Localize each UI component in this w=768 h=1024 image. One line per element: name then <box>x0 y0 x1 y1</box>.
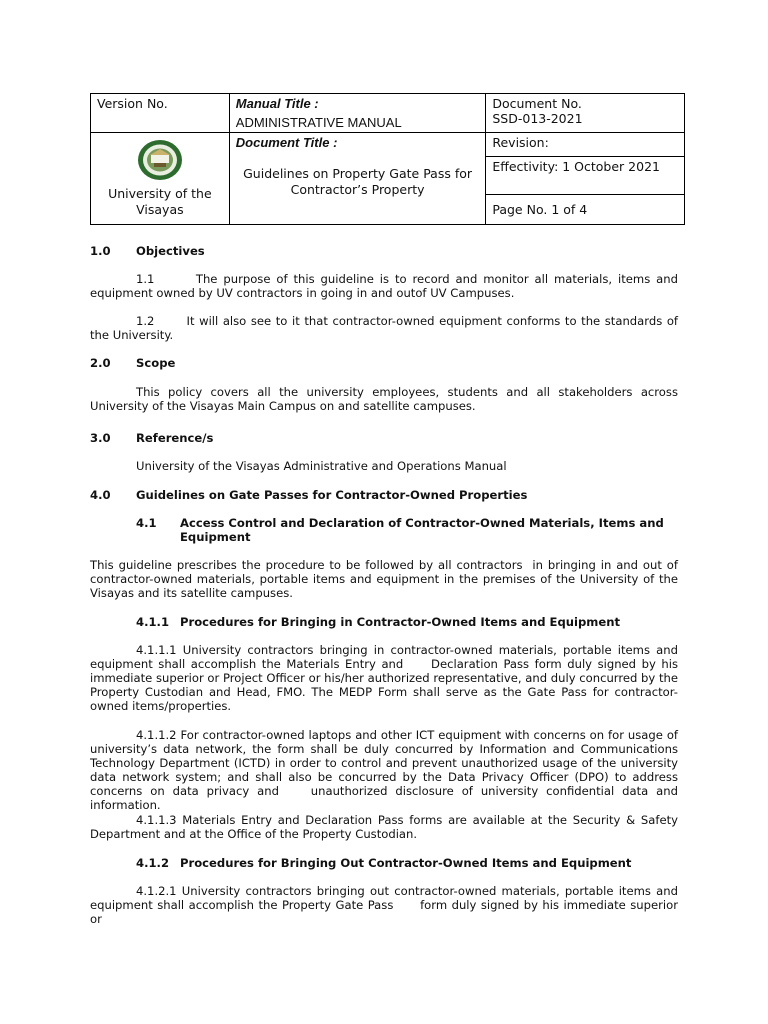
document-title-label: Document Title : <box>235 135 338 150</box>
paragraph-4-1-1-2: 4.1.1.2 For contractor-owned laptops and other ICT equipment with concerns on for usage of university’s data network, the form shall be duly concurred by Information and Communications Technology Department (ICTD) in order to control and prevent unauthorized usage of the university data network system; and shall also be concurred by the Data Privacy Officer (DPO) to address concerns on data privacy and unauthorized disclosure of university confidential data and information. <box>90 728 678 812</box>
page-number: Page No. 1 of 4 <box>492 202 588 217</box>
document-no-cell <box>486 94 685 133</box>
reference-paragraph: University of the Visayas Administrative and Operations Manual <box>136 459 507 473</box>
effectivity-cell <box>486 157 685 195</box>
subsection-4-1-2-number: 4.1.2 <box>136 856 170 870</box>
revision-cell <box>486 133 685 157</box>
section-3-heading <box>90 431 678 445</box>
subsection-4-1-1-heading <box>90 615 678 629</box>
paragraph-4-1-1-1: 4.1.1.1 University contractors bringing in contractor-owned materials, portable items and equipment shall accomplish the Materials Entry and Declaration Pass form duly signed by his immediate superior or Project Officer or his/her authorized representative, and duly concurred by the Property Custodian and Head, FMO. The MEDP Form shall serve as the Gate Pass for contractor-owned items/properties. <box>90 643 678 713</box>
document-header-table <box>90 93 685 225</box>
section-1-number: 1.0 <box>90 244 111 258</box>
section-1-title: Objectives <box>136 244 205 258</box>
subsection-4-1-1-title: Procedures for Bringing in Contractor-Owned Items and Equipment <box>180 615 621 629</box>
university-cell <box>91 133 230 225</box>
effectivity: Effectivity: 1 October 2021 <box>492 159 660 174</box>
subsection-4-1-heading <box>90 516 678 544</box>
page-no-cell <box>486 195 685 225</box>
subsection-4-1-number: 4.1 <box>136 516 157 530</box>
revision-label: Revision: <box>492 135 549 150</box>
version-label: Version No. <box>97 96 168 111</box>
subsection-4-1-2-title: Procedures for Bringing Out Contractor-Owned Items and Equipment <box>180 856 632 870</box>
section-1-heading <box>90 244 678 258</box>
section-4-title: Guidelines on Gate Passes for Contractor-Owned Properties <box>136 488 528 502</box>
manual-title-cell <box>229 94 486 133</box>
section-2-number: 2.0 <box>90 356 111 370</box>
subsection-4-1-2-heading <box>90 856 678 870</box>
document-no: SSD-013-2021 <box>492 111 583 126</box>
subsection-4-1-title: Access Control and Declaration of Contractor-Owned Materials, Items and <box>180 516 664 530</box>
subsection-4-1-title-cont: Equipment <box>180 530 251 544</box>
objective-1-1: 1.1 The purpose of this guideline is to record and monitor all materials, items and equipment owned by UV contractors in going in and outof UV Campuses. <box>90 272 678 300</box>
section-3-title: Reference/s <box>136 431 214 445</box>
document-no-label: Document No. <box>492 96 582 111</box>
document-title-cell <box>229 133 486 225</box>
section-4-intro: This guideline prescribes the procedure to be followed by all contractors in bringing in and out of contractor-owned materials, portable items and equipment in the premises of the University of the Visayas and its satellite campuses. <box>90 558 678 600</box>
university-seal-icon <box>136 138 184 182</box>
section-4-number: 4.0 <box>90 488 111 502</box>
paragraph-4-1-2-1: 4.1.2.1 University contractors bringing out contractor-owned materials, portable items and equipment shall accomplish the Property Gate Pass form duly signed by his immediate superior or <box>90 884 678 926</box>
subsection-4-1-1-number: 4.1.1 <box>136 615 170 629</box>
section-3-number: 3.0 <box>90 431 111 445</box>
section-2-heading <box>90 356 678 370</box>
manual-title: ADMINISTRATIVE MANUAL <box>235 115 402 130</box>
scope-paragraph: This policy covers all the university employees, students and all stakeholders across University of the Visayas Main Campus on and satellite campuses. <box>90 385 678 413</box>
objective-1-2: 1.2 It will also see to it that contractor-owned equipment conforms to the standards of the University. <box>90 314 678 342</box>
paragraph-4-1-1-3: 4.1.1.3 Materials Entry and Declaration Pass forms are available at the Security & Safety Department and at the Office of the Property Custodian. <box>90 813 678 841</box>
section-2-title: Scope <box>136 356 176 370</box>
section-4-heading <box>90 488 678 502</box>
version-cell <box>91 94 230 133</box>
document-title: Guidelines on Property Gate Pass for Contractor’s Property <box>243 166 473 197</box>
manual-title-label: Manual Title : <box>235 96 319 111</box>
university-name: University of the Visayas <box>108 186 212 217</box>
